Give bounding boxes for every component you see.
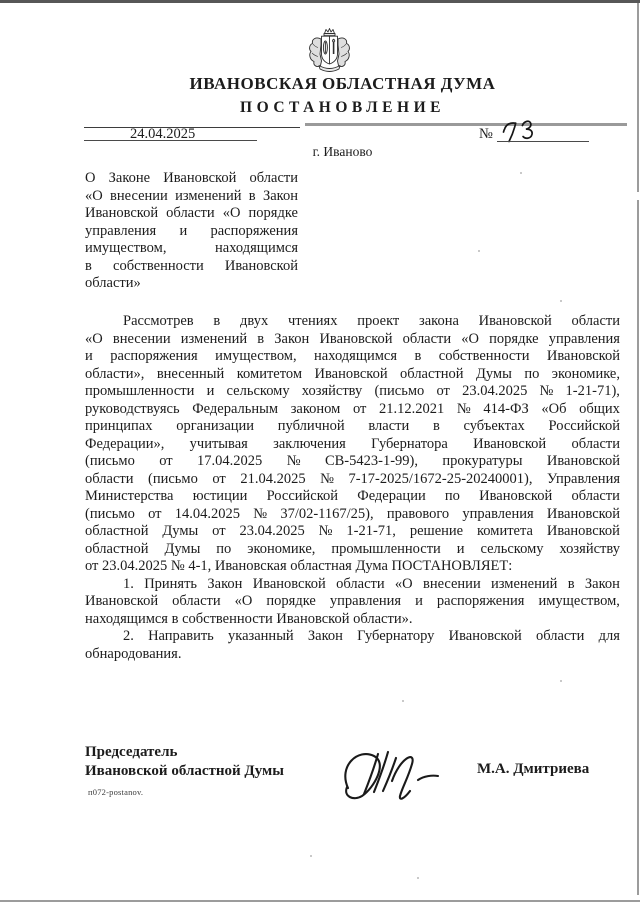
text-line: Ивановской области «О порядке — [85, 205, 298, 221]
signature-icon — [330, 736, 450, 814]
text-line: находящимся в собственности Ивановской области». — [85, 610, 413, 627]
file-footnote: п072-postanov. — [88, 787, 144, 797]
text-line: (письмо от 17.04.2025 № СВ-5423-1-99), прокуратуры Ивановской — [85, 453, 620, 469]
text-line: областной Думы от 23.04.2025 № 1-21-71, решение комитета Ивановской — [85, 523, 620, 539]
scan-speck — [402, 700, 404, 702]
scan-speck — [310, 855, 312, 857]
text-line: от 23.04.2025 № 4-1, Ивановская областная Дума ПОСТАНОВЛЯЕТ: — [85, 558, 513, 574]
text-line: промышленности и сельскому хозяйству (письмо от 23.04.2025 № 1-21-71), — [85, 383, 620, 399]
text-line: Ивановской области «О порядке управления и распоряжения имуществом, — [85, 593, 620, 609]
scan-speck — [560, 680, 562, 682]
scan-edge-right — [637, 3, 639, 192]
signer-position-line1: Председатель — [85, 744, 178, 760]
text-line: управления и распоряжения — [85, 222, 298, 239]
text-line: имуществом, находящимся — [85, 240, 298, 256]
text-line: «О внесении изменений в Закон — [85, 187, 298, 204]
text-line: 1. Принять Закон Ивановской области «О внесении изменений в Закон — [123, 575, 620, 592]
text-line: в собственности Ивановской — [85, 257, 298, 274]
scan-speck — [478, 250, 480, 252]
text-line: 2. Направить указанный Закон Губернатору Ивановской области для — [123, 628, 620, 644]
document-type-title: ПОСТАНОВЛЕНИЕ — [240, 99, 445, 116]
scan-edge-right — [637, 200, 639, 895]
header-rule-right — [305, 123, 627, 126]
date-underline — [84, 140, 257, 141]
coat-of-arms-icon — [301, 27, 358, 72]
text-line: обнародования. — [85, 645, 182, 662]
scan-edge-top — [0, 0, 640, 3]
document-body — [85, 313, 620, 663]
signer-name: М.А. Дмитриева — [477, 761, 590, 777]
text-line: (письмо от 14.04.2025 № 37/02-1167/25), правового управления Ивановской — [85, 505, 620, 522]
organization-name: ИВАНОВСКАЯ ОБЛАСТНАЯ ДУМА — [189, 74, 496, 93]
document-subject — [85, 170, 298, 293]
document-place: г. Иваново — [312, 144, 373, 159]
scan-edge-bottom — [0, 900, 640, 902]
signer-position — [85, 743, 284, 781]
text-line: области», внесенный комитетом Ивановской областной Думы по экономике, — [85, 365, 620, 382]
scan-speck — [417, 877, 419, 879]
text-line: О Законе Ивановской области — [85, 170, 298, 186]
document-date: 24.04.2025 — [130, 126, 196, 142]
text-line: Министерства юстиции Российской Федерации по Ивановской области — [85, 488, 620, 504]
text-line: «О внесении изменений в Закон Ивановской области «О порядке управления — [85, 330, 620, 347]
scan-speck — [560, 300, 562, 302]
text-line: области (письмо от 21.04.2025 № 7-17-2025/1672-25-20240001), Управления — [85, 470, 620, 487]
text-line: области» — [85, 275, 141, 291]
text-line: и распоряжения имуществом, находящимся в собственности Ивановской — [85, 348, 620, 364]
number-underline — [497, 141, 589, 142]
scan-speck — [520, 172, 522, 174]
number-sign: № — [479, 126, 493, 142]
signer-position-line2: Ивановской областной Думы — [85, 763, 284, 779]
text-line: принципах организации публичной власти в субъектах Российской — [85, 418, 620, 434]
text-line: Рассмотрев в двух чтениях проект закона Ивановской области — [123, 313, 620, 329]
text-line: Федерации», учитывая заключения Губернатора Ивановской области — [85, 435, 620, 452]
text-line: руководствуясь Федеральным законом от 21.12.2021 № 414-ФЗ «Об общих — [85, 400, 620, 417]
text-line: областной Думы по экономике, промышленности и сельскому хозяйству — [85, 540, 620, 557]
